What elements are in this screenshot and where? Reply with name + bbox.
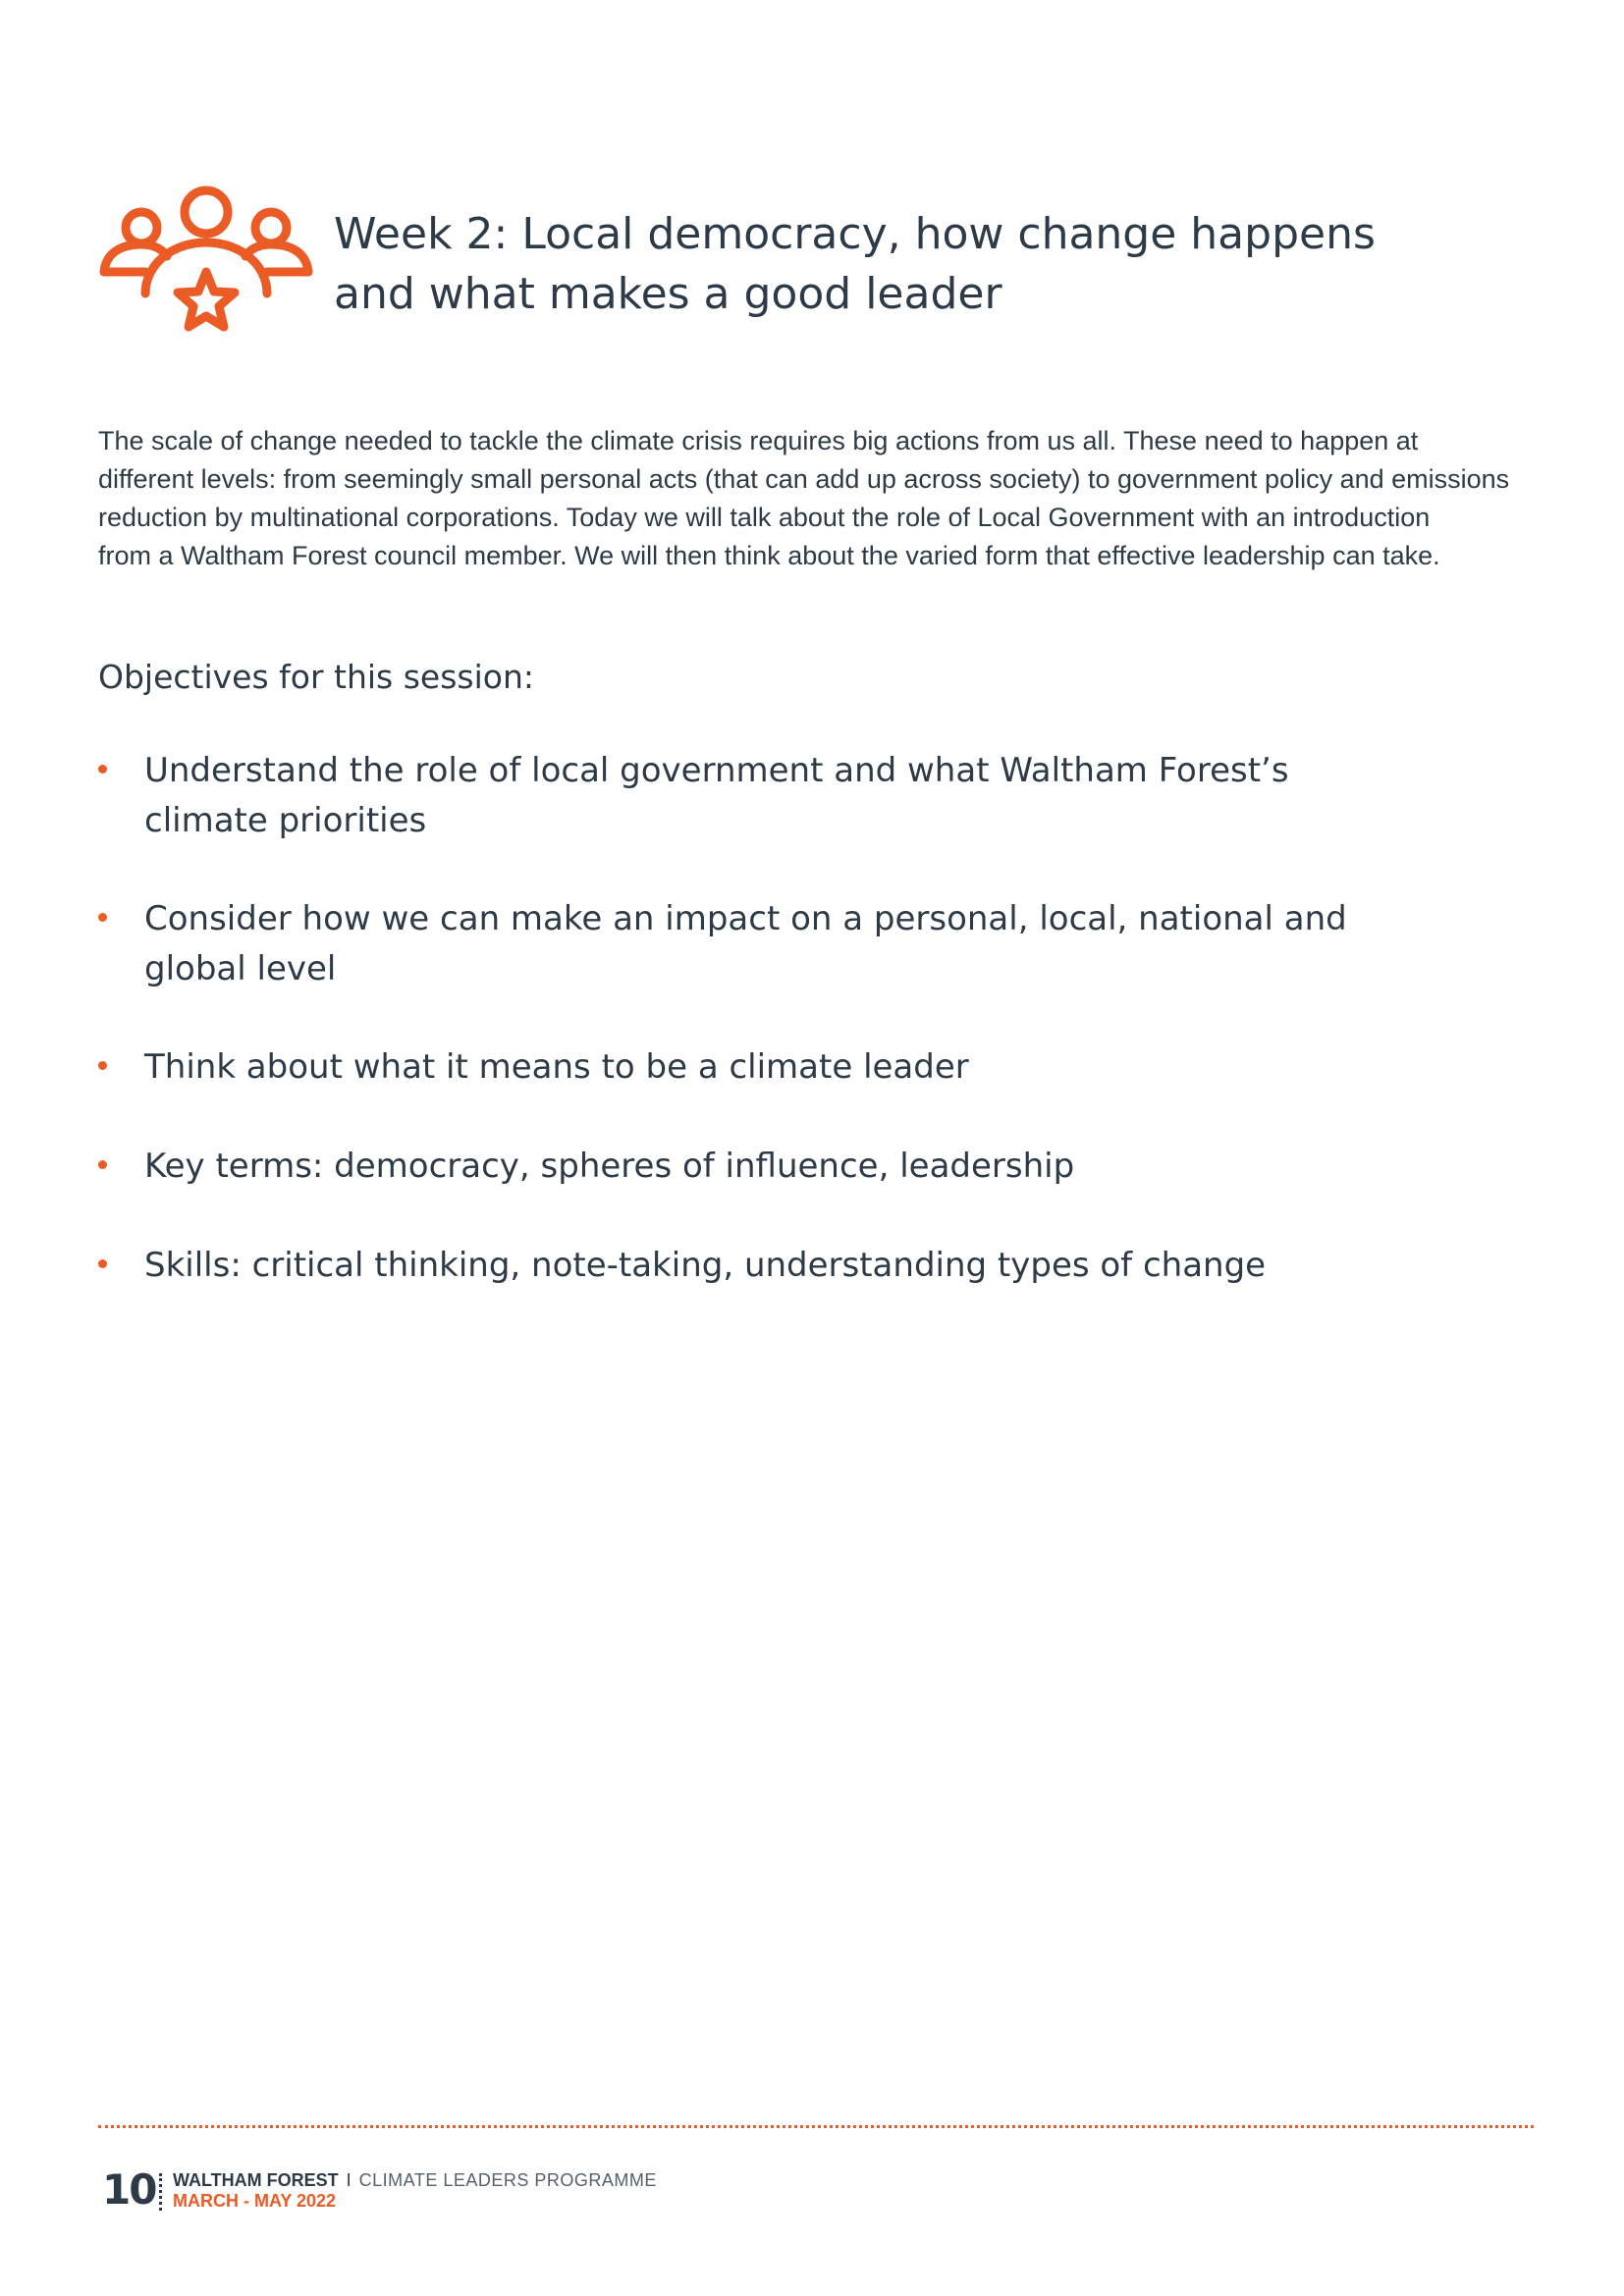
bullet-icon <box>98 913 107 922</box>
intro-line: from a Waltham Forest council member. We will then think about the varied form that effective leadership can take. <box>98 541 1440 570</box>
objective-line: Skills: critical thinking, note-taking, understanding types of change <box>144 1246 1267 1285</box>
objective-text <box>144 1142 1421 1192</box>
objective-text <box>144 1042 1421 1093</box>
page-title-line: and what makes a good leader <box>334 269 1002 319</box>
bullet-icon <box>98 1160 107 1169</box>
footer-dates: MARCH - MAY 2022 <box>173 2191 337 2211</box>
footer-programme-line <box>173 2169 657 2191</box>
intro-line: reduction by multinational corporations. Today we will talk about the role of Local Government with an introduction <box>98 503 1431 532</box>
footer-divider-glyph: I <box>346 2170 352 2190</box>
intro-paragraph <box>98 422 1551 575</box>
objective-line: Understand the role of local government and what Waltham Forest’s <box>144 751 1289 790</box>
page-number-separator <box>159 2173 162 2211</box>
objective-text <box>144 746 1421 846</box>
objective-line: Key terms: democracy, spheres of influence, leadership <box>144 1147 1075 1186</box>
objective-line: Consider how we can make an impact on a personal, local, national and <box>144 899 1347 938</box>
objective-line: Think about what it means to be a climate leader <box>144 1047 969 1087</box>
page-title-line: Week 2: Local democracy, how change happens <box>334 209 1376 259</box>
objective-line: climate priorities <box>144 801 427 840</box>
page-number: 10 <box>102 2165 156 2214</box>
objective-line: global level <box>144 949 337 988</box>
objectives-heading: Objectives for this session: <box>98 658 535 696</box>
footer-divider <box>98 2125 1534 2128</box>
bullet-icon <box>98 1259 107 1268</box>
bullet-icon <box>98 765 107 774</box>
objective-text <box>144 1241 1421 1291</box>
intro-line: different levels: from seemingly small personal acts (that can add up across society) to government policy and emissions <box>98 464 1510 494</box>
footer-programme: CLIMATE LEADERS PROGRAMME <box>358 2170 657 2190</box>
people-group-star-icon <box>98 182 314 339</box>
page-title <box>334 204 1414 324</box>
footer-organisation: WALTHAM FOREST <box>173 2170 339 2190</box>
intro-line: The scale of change needed to tackle the climate crisis requires big actions from us all. These need to happen at <box>98 426 1419 455</box>
bullet-icon <box>98 1061 107 1070</box>
objective-text <box>144 894 1421 994</box>
